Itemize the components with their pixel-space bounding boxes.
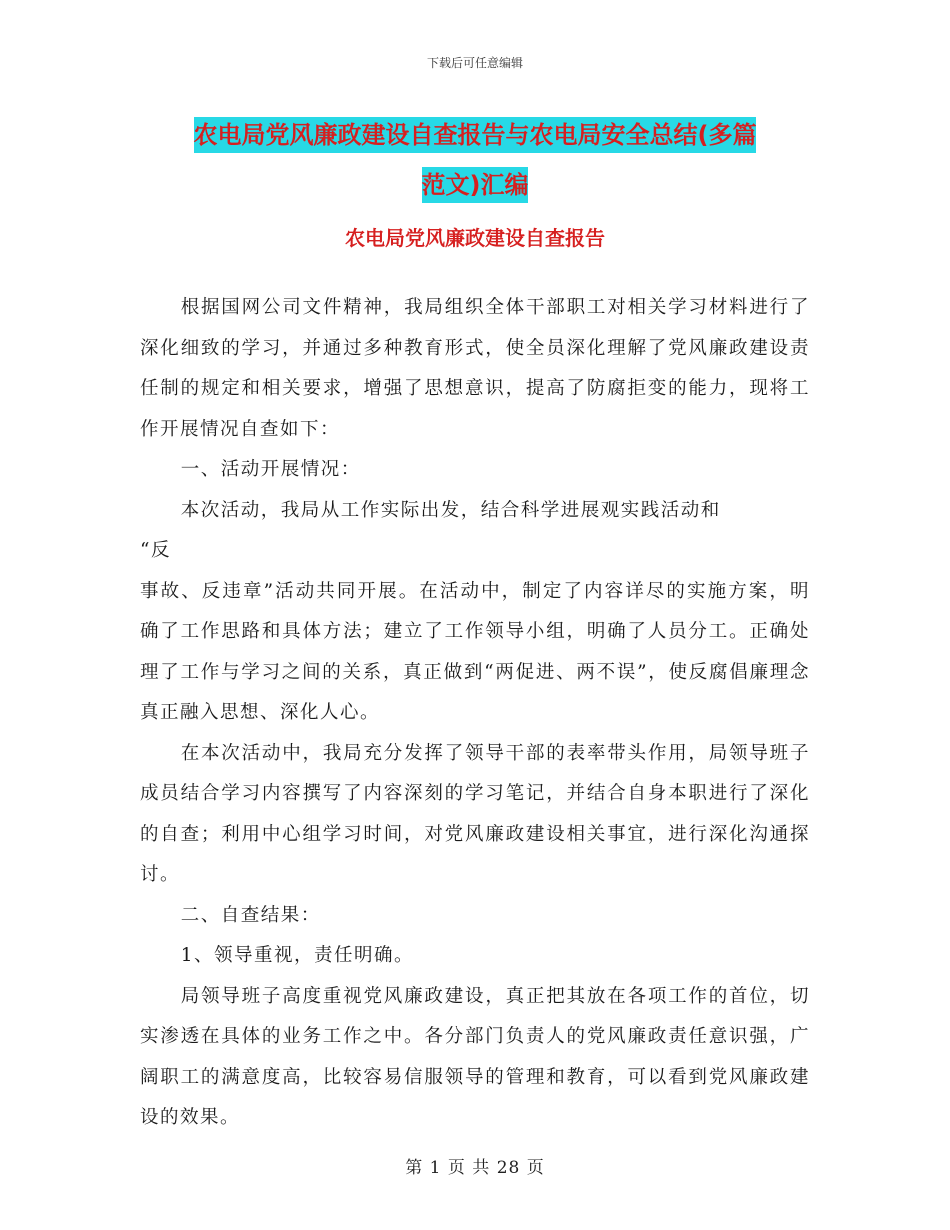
subheading-leadership-attention: 1、领导重视，责任明确。: [180, 945, 414, 966]
paragraph-leadership-role: 在本次活动中，我局充分发挥了领导干部的表率带头作用，局领导班子成员结合学习内容撰写了内容深刻的学习笔记，并结合自身本职进行了深化的自查；利用中心组学习时间，对党风廉政建设相关事宜，进行深化沟通探讨。: [140, 742, 810, 885]
document-title-line-2: 范文)汇编: [422, 167, 529, 203]
document-body: [140, 288, 810, 1139]
paragraph-leadership-attention: 局领导班子高度重视党风廉政建设，真正把其放在各项工作的首位，切实渗透在具体的业务工作之中。各分部门负责人的党风廉政责任意识强，广阔职工的满意度高，比较容易信服领导的管理和教育，可以看到党风廉政建设的效果。: [140, 985, 810, 1128]
page-footer: 第 1 页 共 28 页: [405, 1158, 545, 1178]
paragraph-intro: 根据国网公司文件精神，我局组织全体干部职工对相关学习材料进行了深化细致的学习，并通过多种教育形式，使全员深化理解了党风廉政建设责任制的规定和相关要求，增强了思想意识，提高了防腐拒变的能力，现将工作开展情况自查如下：: [140, 297, 810, 440]
header-note: 下载后可任意编辑: [426, 56, 523, 70]
document-title: [140, 110, 810, 210]
paragraph-activities-continued: 事故、反违章”活动共同开展。在活动中，制定了内容详尽的实施方案，明确了工作思路和具体方法；建立了工作领导小组，明确了人员分工。正确处理了工作与学习之间的关系，真正做到“两促进、两不误”，使反腐倡廉理念真正融入思想、深化人心。: [140, 580, 810, 723]
heading-activities: 一、活动开展情况：: [180, 459, 361, 480]
heading-self-check-results: 二、自查结果：: [180, 904, 321, 926]
document-title-line-1: 农电局党风廉政建设自查报告与农电局安全总结(多篇: [194, 117, 757, 153]
paragraph-activities-quote-start: “反: [140, 540, 171, 561]
section-title: 农电局党风廉政建设自查报告: [345, 226, 605, 250]
paragraph-activities-line: 本次活动，我局从工作实际出发，结合科学进展观实践活动和: [180, 499, 721, 521]
